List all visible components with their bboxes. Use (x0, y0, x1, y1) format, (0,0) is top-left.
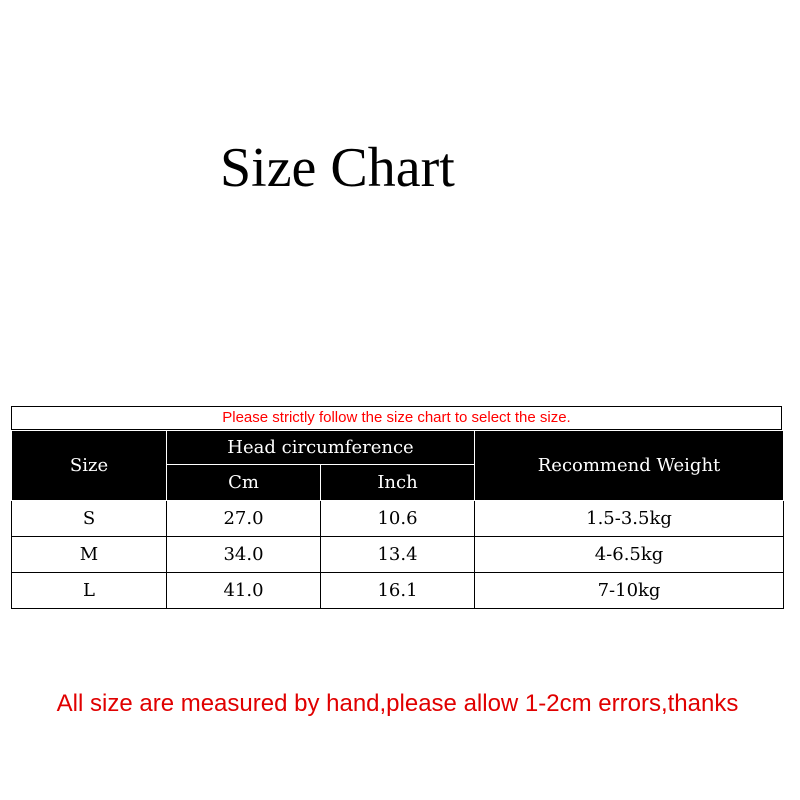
cell-inch: 13.4 (321, 537, 475, 573)
header-recommend-weight: Recommend Weight (475, 431, 784, 501)
cell-inch: 10.6 (321, 501, 475, 537)
cell-cm: 34.0 (167, 537, 321, 573)
header-inch: Inch (321, 465, 475, 501)
size-notice: Please strictly follow the size chart to select the size. (11, 406, 782, 430)
cell-weight: 1.5-3.5kg (475, 501, 784, 537)
page-title: Size Chart (220, 137, 455, 199)
table-row (12, 537, 784, 573)
header-size: Size (12, 431, 167, 501)
cell-cm: 27.0 (167, 501, 321, 537)
cell-weight: 4-6.5kg (475, 537, 784, 573)
size-table (11, 430, 784, 609)
table-row (12, 573, 784, 609)
cell-weight: 7-10kg (475, 573, 784, 609)
table-row (12, 501, 784, 537)
cell-size: L (12, 573, 167, 609)
header-head-circumference: Head circumference (167, 431, 475, 465)
header-cm: Cm (167, 465, 321, 501)
cell-cm: 41.0 (167, 573, 321, 609)
cell-size: S (12, 501, 167, 537)
header-row (12, 431, 784, 465)
cell-size: M (12, 537, 167, 573)
cell-inch: 16.1 (321, 573, 475, 609)
measurement-disclaimer: All size are measured by hand,please allow 1-2cm errors,thanks (56, 690, 739, 717)
